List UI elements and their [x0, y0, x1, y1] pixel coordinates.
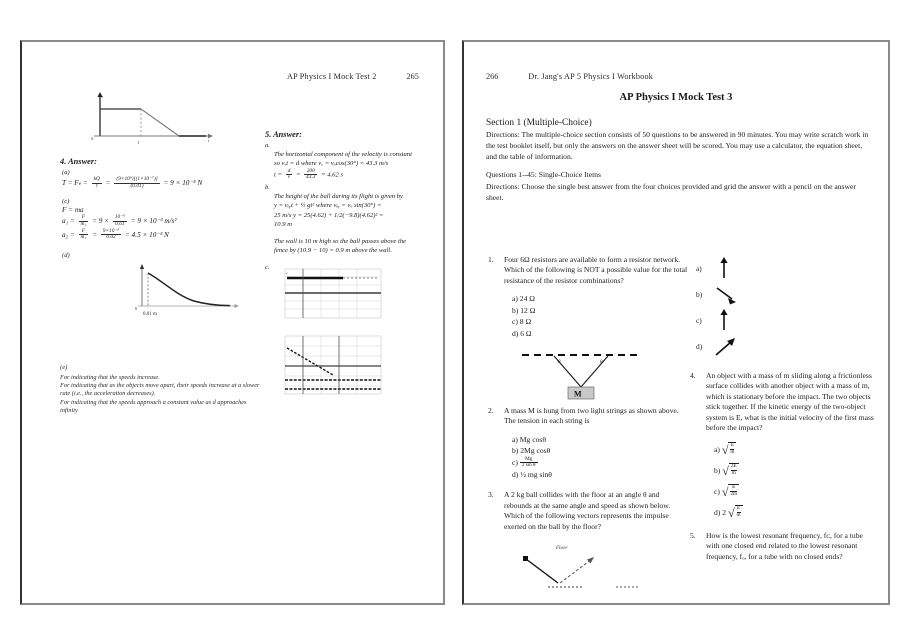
answer-4-equation-c2: a₂ = $\frac{F}{\text{m₂}}$ = $\frac{\text{9×10⁻⁵}}{0.02}$ = 4.5 × 10⁻³ N [62, 227, 169, 241]
svg-text:M: M [574, 389, 582, 399]
answer-4-e-line-1: For indicating that the speeds increase. [60, 373, 160, 381]
eq-a-result: = 9 × 10⁻⁵ N [163, 178, 203, 187]
a-f2-den: 43.3 [306, 174, 316, 181]
question-3-number: 3. [488, 490, 494, 500]
eq-c1-fraction-1 [79, 215, 89, 227]
questions-column-right [690, 255, 878, 569]
questions-directions: Directions: Choose the single best answer from the four choices provided and grid the answer with a pencil on the answer sheet. [486, 182, 856, 202]
q4b-den: m [731, 469, 736, 476]
a-line3-lhs: t = [274, 171, 282, 179]
section-1-directions: Directions: The multiple-choice section consists of 50 questions to be answered in 90 minutes. You may write scratch work in the test booklet itself, but only the answers on the answer sheet will be scored. You may use a calculator, the equation sheet, and the table of information. [486, 130, 869, 161]
question-4 [690, 371, 878, 434]
eq-c2-f1-num: F [79, 229, 89, 236]
question-4-option-d-coef: 2 [722, 507, 727, 517]
q4c-num: E [732, 484, 736, 491]
answer-5-a-line-2: so vₓt = d where vₓ = vₒcos(30°) = 43.3 m/s [274, 160, 389, 168]
question-2-option-b[interactable]: b) 2Mg cosθ [512, 446, 551, 456]
answer-5-b-line-3: 25 m/s y = 25(4.62) + 1/2(−9.8)(4.62)² = [274, 211, 384, 219]
eq-a-fraction-2 [114, 177, 159, 189]
question-4-option-c[interactable] [714, 483, 878, 501]
question-3 [488, 490, 688, 532]
question-5-text: How is the lowest resonant frequency, fᴄ, for a tube with one closed end related to the lowest resonant frequency, fₒ, for a tube with no closed ends? [706, 530, 863, 561]
a-f2-num: 200 [304, 169, 317, 176]
q4a-den: m [730, 448, 735, 455]
answer-5-a-line-1: The horizontal component of the velocity is constant [274, 151, 412, 158]
q4b-num: 2E [730, 463, 737, 470]
question-4-option-d-sqrt: √ $\frac{E}{m}$ [727, 505, 741, 520]
answer-5-block [265, 130, 435, 272]
eq-c1-f1-den: m₁ [80, 221, 87, 228]
svg-text:v: v [286, 271, 288, 275]
eq-a-lhs: T = F [62, 178, 79, 187]
questions-heading: Questions 1--45: Single-Choice Items [486, 170, 601, 180]
question-2-options [512, 434, 688, 480]
answer-4-part-c-label: (c) [62, 198, 70, 206]
eq-c2-lhs: a₂ = [62, 230, 75, 239]
question-1 [488, 255, 688, 286]
question-4-text: An object with a mass of m sliding along a frictionless surface collides with another object with a mass of m, which is stationary before the impact. The two objects stick together. If the kinetic energy of the two-object system is E, what is the initial velocity of the first mass before the impact? [706, 371, 874, 433]
a-f1-den: v [287, 174, 291, 181]
right-header-page-number: 266 [486, 72, 499, 81]
mock-test-title: AP Physics I Mock Test 3 [619, 92, 733, 103]
svg-text:t: t [138, 141, 140, 146]
a-f1-num: d [287, 167, 291, 174]
eq-c1-mid: = 9 × [92, 217, 110, 226]
eq-c1-result: = 9 × 10⁻³ m/s² [130, 217, 177, 226]
answer-5-b-line-5: The wall is 10 m high so the ball passes above the [274, 237, 407, 245]
eq-a-f2-num: (9×10⁹)[(1×10⁻⁷)] [116, 176, 158, 182]
q4a-num: E [730, 442, 735, 449]
question-4-option-d-label: d) [714, 507, 721, 517]
eq-c2-f2-num: 9×10⁻⁵ [102, 227, 120, 234]
answer-4-part-e-label: (e) [60, 364, 68, 371]
question-2-option-c-den: 2 sin θ [521, 462, 536, 469]
answer-4-part-d-label: (d) [62, 252, 70, 260]
answer-4-part-a-label: (a) [62, 169, 70, 176]
question-2-option-c-label: c) [512, 457, 518, 467]
left-header-title: AP Physics I Mock Test 2 [287, 72, 377, 81]
answer-5-part-a-label: a. [265, 142, 270, 149]
question-2-option-a[interactable]: a) Mg cosθ [512, 434, 547, 444]
question-2-option-c-fraction [520, 457, 538, 469]
question-3-text: A 2 kg ball collides with the floor at an angle θ and rebounds at the same angle and speed as shown below. Which of the following vectors represents the impulse exerted on the ball by the floor? [504, 490, 671, 531]
eq-c1-f2-den: 0.01 [115, 221, 125, 228]
left-page-header [287, 66, 419, 84]
question-3-option-a[interactable] [696, 255, 878, 281]
question-1-options [512, 293, 688, 339]
left-header-page-number: 265 [406, 72, 419, 81]
question-4-option-b-sqrt: √ $\frac{2E}{m}$ [722, 463, 737, 478]
arrow-up-right-icon [712, 333, 746, 359]
eq-c2-fraction-1 [79, 229, 89, 241]
answer-5-b-line-4: 10.9 m [274, 221, 292, 229]
answer-4-block [60, 157, 255, 317]
answer-4-equation-c0: F = ma [62, 206, 84, 215]
eq-a-f1-den: r [95, 182, 98, 189]
question-4-option-b-label: b) [714, 465, 721, 475]
right-page-header [486, 66, 653, 84]
arrow-up-icon-2 [712, 307, 746, 333]
a-fraction-1 [286, 169, 293, 181]
question-4-option-a[interactable] [714, 441, 878, 459]
answer-4-e-line-3: For indicating that the speeds approach a constant value as d approaches infinity [60, 398, 247, 414]
a-line3-result: = 4.62 s [321, 171, 343, 179]
question-2-text: A mass M is hung from two light strings as shown above. The tension in each string is [504, 405, 679, 426]
arrow-up-icon [712, 255, 746, 281]
q4d-den: m [736, 511, 741, 518]
eq-a-f2-den: (0.01) [130, 182, 144, 189]
answer-5-a-line-3: t = $\frac{d}{v}$ = $\frac{200}{43.3}$ = 4.62 s [274, 167, 343, 181]
question-4-option-a-label: a) [714, 444, 720, 454]
answer-4-equation-c1 [62, 215, 255, 227]
svg-text:θ: θ [600, 359, 603, 365]
answer-5-plot-top [275, 267, 387, 320]
answer-4-part-e-block [60, 364, 260, 415]
eq-c1-fraction-2 [113, 215, 127, 227]
section-1-block [486, 118, 872, 212]
eq-c2-f2-den: 0.02 [106, 234, 116, 241]
answer-5-b-line-2: y = vₒᵧt + ½ gt² where vₒᵧ = vₒ sin(30°) = [274, 202, 382, 210]
question-4-options [714, 441, 878, 522]
question-3-option-d[interactable] [696, 333, 878, 359]
question-4-option-c-label: c) [714, 486, 720, 496]
question-4-option-c-sqrt: √ $\frac{E}{2m}$ [721, 484, 738, 499]
eq-c1-f1-num: F [79, 215, 89, 222]
question-1-option-c[interactable]: c) 8 Ω [512, 317, 532, 327]
eq-c2-f1-den: m₂ [80, 234, 87, 241]
q4d-num: E [736, 505, 741, 512]
eq-a-fraction-1 [92, 177, 102, 189]
questions-column-left [488, 255, 688, 605]
question-3-option-d-label: d) [696, 341, 703, 351]
question-5-number: 5. [690, 530, 696, 540]
question-1-text: Four 6Ω resistors are available to form a resistor network. Which of the following is NOT a possible value for the total resistance of the resistor combinations? [504, 255, 688, 285]
svg-text:0: 0 [91, 136, 94, 141]
answer-4-equation-a: T = Fe = $\frac{kQ}{r}$ = $\frac{\text{(9×10⁹)[(1×10⁻⁷)]}}{(0.01)}$ = 9 × 10⁻⁵ N [62, 176, 203, 189]
svg-text:t: t [208, 138, 210, 143]
question-3-option-b-label: b) [696, 289, 703, 299]
question-4-number: 4. [690, 371, 696, 380]
left-page [20, 40, 445, 605]
right-page [462, 40, 890, 605]
answer-5-title: 5. Answer: [265, 130, 302, 139]
eq-a-f1-num: kQ [93, 176, 100, 182]
bounce-floor-label: Floor [556, 546, 568, 552]
svg-text:0: 0 [135, 306, 138, 311]
q4c-den: 2m [730, 490, 738, 497]
eq-c2-fraction-2 [101, 229, 121, 241]
eq-c1-f2-num: 10⁻⁵ [114, 214, 125, 221]
answer-4-title: 4. Answer: [60, 157, 97, 166]
question-1-number: 1. [488, 255, 494, 264]
velocity-time-graph [84, 90, 216, 148]
ball-bounce-diagram [504, 539, 688, 601]
question-1-option-a[interactable]: a) 24 Ω [512, 294, 535, 304]
answer-5-part-c-label: c. [265, 264, 270, 272]
question-3-option-c[interactable] [696, 307, 878, 333]
right-header-title: Dr. Jang's AP 5 Physics I Workbook [528, 72, 654, 81]
arrow-down-right-icon [712, 281, 746, 307]
question-2-option-c-num: Mg [520, 457, 538, 463]
question-5 [690, 531, 878, 562]
svg-text:v: v [101, 94, 103, 99]
answer-4-e-line-2: For indicating that as the objects move apart, their speeds increase at a slower rate (i.e., the acceleration decreases). [60, 382, 260, 398]
question-4-option-a-sqrt: √ $\frac{E}{m}$ [721, 442, 735, 457]
answer-5-b-line-1: The height of the ball during its flight is given by [274, 193, 403, 201]
question-3-option-a-label: a) [696, 263, 702, 273]
svg-text:θ: θ [558, 359, 561, 365]
question-1-option-b[interactable]: b) 12 Ω [512, 305, 536, 315]
question-2 [488, 406, 688, 427]
answer-5-b-line-6: fence by (10.9 − 10) = 0.9 m above the wall. [274, 246, 392, 254]
question-3-option-c-label: c) [696, 315, 702, 325]
question-4-option-d[interactable] [714, 504, 878, 522]
a-fraction-2 [304, 169, 317, 181]
answer-5-plot-bottom [275, 334, 387, 396]
question-3-options [696, 255, 878, 359]
hanging-mass-diagram [488, 349, 688, 401]
eq-a-sub: e [78, 180, 82, 187]
question-3-option-b[interactable] [696, 281, 878, 307]
question-1-option-d[interactable]: d) 6 Ω [512, 328, 532, 338]
section-1-heading: Section 1 (Multiple-Choice) [486, 118, 592, 128]
eq-c1-lhs: a₁ = [62, 217, 75, 226]
svg-text:0.01 m: 0.01 m [143, 312, 157, 317]
question-2-option-d[interactable]: d) ½ mg sinθ [512, 469, 552, 479]
answer-5-part-b-label: b. [265, 184, 270, 192]
decay-curve-graph [118, 262, 246, 320]
question-2-option-c[interactable] [512, 457, 688, 469]
question-4-option-b[interactable] [714, 462, 878, 480]
eq-c2-result: = 4.5 × 10⁻³ N [125, 230, 169, 239]
question-2-number: 2. [488, 405, 494, 415]
